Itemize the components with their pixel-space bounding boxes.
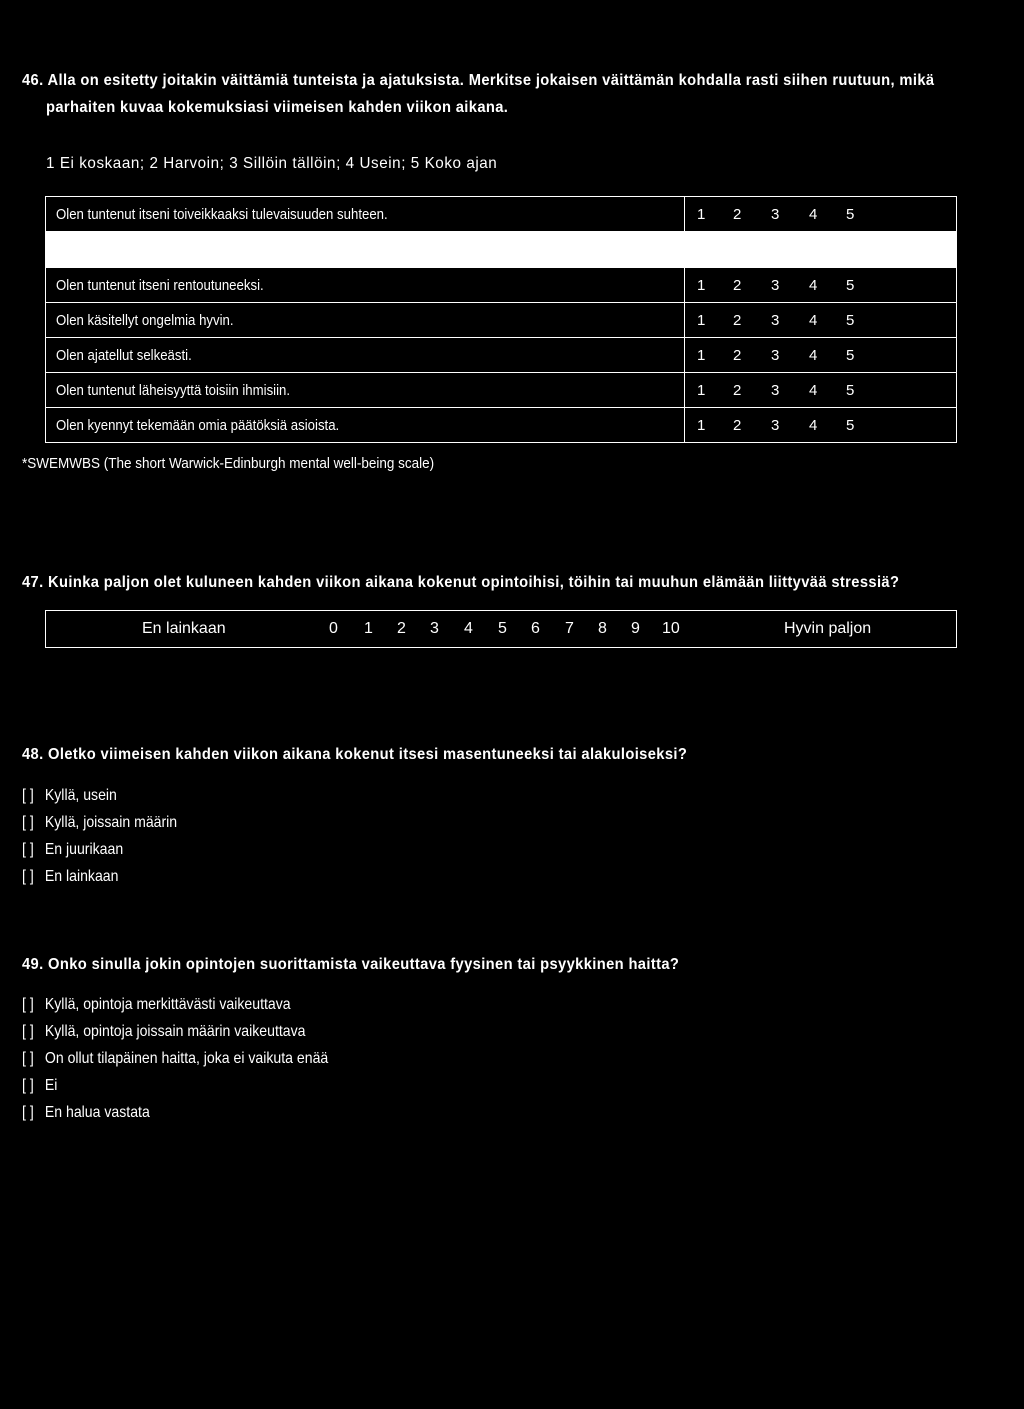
question-text: Oletko viimeisen kahden viikon aikana kokenut itsesi masentuneeksi tai alakuloiseksi? — [48, 746, 688, 763]
rating-1[interactable]: 1 — [697, 382, 706, 399]
statement-cell — [46, 197, 685, 232]
rating-cell[interactable] — [685, 268, 957, 303]
statement-text: Olen tuntenut läheisyyttä toisiin ihmisiin. — [56, 381, 291, 399]
question-number: 49. — [22, 956, 44, 973]
statement-cell — [46, 408, 685, 443]
rating-1[interactable]: 1 — [697, 347, 706, 364]
rating-3[interactable]: 3 — [771, 206, 780, 223]
question-49-heading — [22, 952, 679, 977]
option-label: Kyllä, opintoja merkittävästi vaikeuttava — [44, 996, 291, 1013]
question-48-heading — [22, 742, 687, 767]
checkbox-icon[interactable]: [ ] — [22, 814, 34, 831]
stress-option-0[interactable]: 0 — [329, 620, 338, 637]
statement-cell — [46, 303, 685, 338]
rating-cell[interactable] — [685, 338, 957, 373]
rating-cell[interactable] — [685, 373, 957, 408]
question-text-line1: Alla on esitetty joitakin väittämiä tunteista ja ajatuksista. Merkitse jokaisen väittämän kohdalla rasti siihen ruutuun, mikä — [47, 72, 935, 89]
rating-2[interactable]: 2 — [733, 277, 742, 294]
rating-cell — [685, 232, 957, 268]
scale-low-label: En lainkaan — [142, 620, 226, 637]
rating-3[interactable]: 3 — [771, 312, 780, 329]
option-label: En juurikaan — [44, 841, 124, 858]
checkbox-icon[interactable]: [ ] — [22, 787, 34, 804]
option-item[interactable] — [22, 1077, 57, 1095]
table-row — [46, 303, 957, 338]
stress-option-7[interactable]: 7 — [565, 620, 574, 637]
statement-cell — [46, 373, 685, 408]
rating-3[interactable]: 3 — [771, 417, 780, 434]
rating-5[interactable]: 5 — [846, 312, 855, 329]
rating-cell[interactable] — [685, 197, 957, 232]
option-label: On ollut tilapäinen haitta, joka ei vaikuta enää — [44, 1050, 329, 1067]
checkbox-icon[interactable]: [ ] — [22, 868, 34, 885]
option-label: Kyllä, joissain määrin — [44, 814, 178, 831]
option-item[interactable] — [22, 814, 177, 832]
question-number: 48. — [22, 746, 44, 763]
question-text: Kuinka paljon olet kuluneen kahden viikon aikana kokenut opintoihisi, töihin tai muuhun elämään liittyvää stressiä? — [48, 574, 900, 591]
table-row — [46, 268, 957, 303]
option-item[interactable] — [22, 787, 117, 805]
scale-legend: 1 Ei koskaan; 2 Harvoin; 3 Sillöin tällöin; 4 Usein; 5 Koko ajan — [46, 155, 498, 172]
stress-option-9[interactable]: 9 — [631, 620, 640, 637]
rating-3[interactable]: 3 — [771, 277, 780, 294]
option-label: En halua vastata — [44, 1104, 150, 1121]
table-row-blank — [46, 232, 957, 268]
statement-cell — [46, 338, 685, 373]
rating-5[interactable]: 5 — [846, 206, 855, 223]
wellbeing-scale-table — [45, 196, 957, 443]
rating-5[interactable]: 5 — [846, 277, 855, 294]
stress-option-8[interactable]: 8 — [598, 620, 607, 637]
question-text-line2: parhaiten kuvaa kokemuksiasi viimeisen kahden viikon aikana. — [46, 99, 509, 116]
rating-4[interactable]: 4 — [809, 382, 818, 399]
checkbox-icon[interactable]: [ ] — [22, 1023, 34, 1040]
question-number: 47. — [22, 574, 44, 591]
rating-4[interactable]: 4 — [809, 277, 818, 294]
rating-5[interactable]: 5 — [846, 347, 855, 364]
statement-text: Olen käsitellyt ongelmia hyvin. — [56, 311, 234, 329]
rating-1[interactable]: 1 — [697, 206, 706, 223]
rating-4[interactable]: 4 — [809, 417, 818, 434]
rating-2[interactable]: 2 — [733, 347, 742, 364]
rating-5[interactable]: 5 — [846, 382, 855, 399]
rating-1[interactable]: 1 — [697, 417, 706, 434]
scale-footnote: *SWEMWBS (The short Warwick-Edinburgh mental well-being scale) — [22, 455, 435, 472]
rating-2[interactable]: 2 — [733, 382, 742, 399]
checkbox-icon[interactable]: [ ] — [22, 1104, 34, 1121]
option-item[interactable] — [22, 841, 123, 859]
statement-cell — [46, 232, 685, 268]
checkbox-icon[interactable]: [ ] — [22, 841, 34, 858]
rating-1[interactable]: 1 — [697, 277, 706, 294]
stress-option-1[interactable]: 1 — [364, 620, 373, 637]
option-item[interactable] — [22, 1050, 328, 1068]
option-item[interactable] — [22, 1104, 150, 1122]
option-item[interactable] — [22, 868, 118, 886]
scale-high-label: Hyvin paljon — [784, 620, 872, 637]
checkbox-icon[interactable]: [ ] — [22, 1077, 34, 1094]
stress-option-4[interactable]: 4 — [464, 620, 473, 637]
question-46-heading — [22, 68, 934, 93]
stress-option-10[interactable]: 10 — [662, 620, 680, 637]
question-number: 46. — [22, 72, 44, 89]
rating-2[interactable]: 2 — [733, 312, 742, 329]
stress-option-6[interactable]: 6 — [531, 620, 540, 637]
checkbox-icon[interactable]: [ ] — [22, 996, 34, 1013]
option-label: Kyllä, usein — [44, 787, 117, 804]
statement-cell — [46, 268, 685, 303]
question-text: Onko sinulla jokin opintojen suorittamista vaikeuttava fyysinen tai psyykkinen haitta? — [48, 956, 680, 973]
option-label: En lainkaan — [44, 868, 119, 885]
question-47-heading — [22, 570, 899, 595]
stress-scale — [45, 610, 957, 648]
rating-3[interactable]: 3 — [771, 382, 780, 399]
rating-2[interactable]: 2 — [733, 417, 742, 434]
checkbox-icon[interactable]: [ ] — [22, 1050, 34, 1067]
option-item[interactable] — [22, 1023, 305, 1041]
table-row — [46, 197, 957, 232]
table-row — [46, 373, 957, 408]
rating-5[interactable]: 5 — [846, 417, 855, 434]
table-row — [46, 338, 957, 373]
option-label: Kyllä, opintoja joissain määrin vaikeuttava — [44, 1023, 306, 1040]
question-46-heading-cont — [46, 95, 508, 120]
rating-4[interactable]: 4 — [809, 312, 818, 329]
rating-4[interactable]: 4 — [809, 206, 818, 223]
option-label: Ei — [44, 1077, 58, 1094]
rating-cell[interactable] — [685, 303, 957, 338]
statement-text: Olen tuntenut itseni rentoutuneeksi. — [56, 276, 264, 294]
rating-1[interactable]: 1 — [697, 312, 706, 329]
statement-text: Olen ajatellut selkeästi. — [56, 346, 192, 364]
stress-option-2[interactable]: 2 — [397, 620, 406, 637]
rating-3[interactable]: 3 — [771, 347, 780, 364]
stress-option-5[interactable]: 5 — [498, 620, 507, 637]
stress-option-3[interactable]: 3 — [430, 620, 439, 637]
option-item[interactable] — [22, 996, 291, 1014]
rating-cell[interactable] — [685, 408, 957, 443]
statement-text: Olen kyennyt tekemään omia päätöksiä asioista. — [56, 416, 340, 434]
table-row — [46, 408, 957, 443]
rating-2[interactable]: 2 — [733, 206, 742, 223]
statement-text: Olen tuntenut itseni toiveikkaaksi tulevaisuuden suhteen. — [56, 205, 388, 223]
rating-4[interactable]: 4 — [809, 347, 818, 364]
